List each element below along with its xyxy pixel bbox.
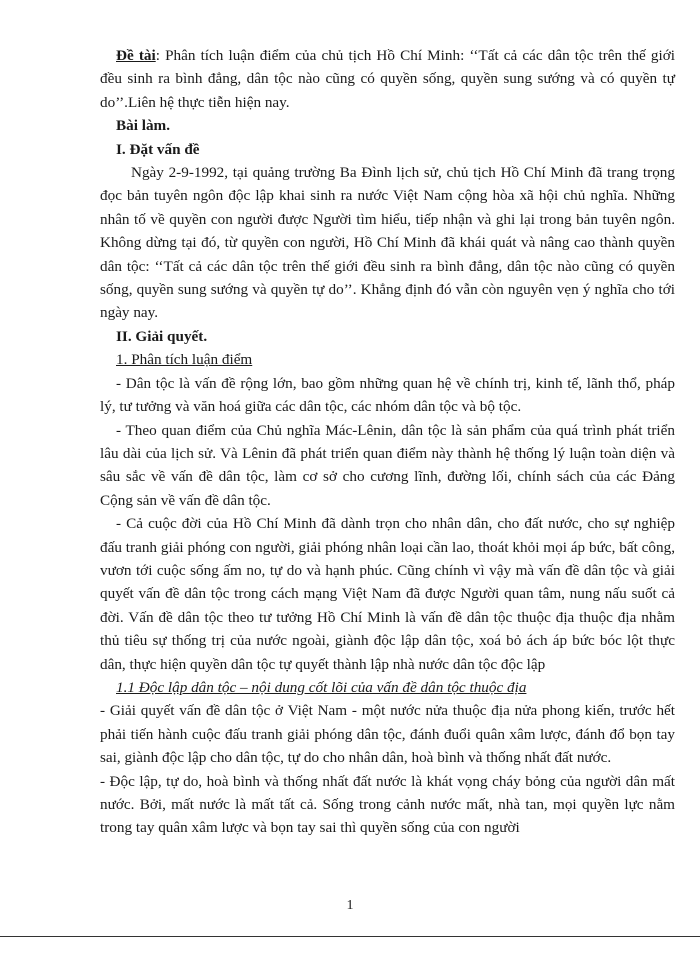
- topic-paragraph: [100, 44, 675, 114]
- paragraph-3: - Cả cuộc đời của Hồ Chí Minh đã dành trọn cho nhân dân, cho đất nước, cho sự nghiệp đấu tranh giải phóng con người, giải phóng nhân loại cần lao, thoát khỏi mọi áp bức, bất công, vươn tới cuộc sống ấm no, tự do và hạnh phúc. Cũng chính vì vậy mà vấn đề dân tộc và giải quyết vấn đề dân tộc trong cách mạng Việt Nam đã được Người quan tâm, nung nấu suốt cả đời. Vấn đề dân tộc theo tư tưởng Hồ Chí Minh là vấn đề dân tộc thuộc địa thuộc địa nhằm thủ tiêu sự thống trị của nước ngoài, giành độc lập dân tộc, xoá bỏ ách áp bức bóc lột thực dân, thực hiện quyền dân tộc tự quyết thành lập nhà nước dân tộc độc lập: [100, 515, 675, 673]
- section2-heading: II. Giải quyết.: [116, 327, 208, 345]
- paragraph-4: - Giải quyết vấn đề dân tộc ở Việt Nam - một nước nửa thuộc địa nửa phong kiến, trước hết phải tiến hành cuộc đấu tranh giải phóng dân tộc, đánh đuổi quân xâm lược, đánh đổ bọn tay sai, giành độc lập cho dân tộc, tự do cho nhân dân, hoà bình và thống nhất đất nước.: [100, 702, 675, 767]
- paragraph-2: - Theo quan điểm của Chủ nghĩa Mác-Lênin, dân tộc là sản phẩm của quá trình phát triển lâu dài của lịch sử. Và Lênin đã phát triển quan điểm này thành hệ thống lý luận toàn diện và sâu sắc về vấn đề dân tộc, làm cơ sở cho cương lĩnh, đường lối, chính sách của các Đảng Cộng sản về vấn đề dân tộc.: [100, 421, 675, 509]
- subsection-1-heading: 1. Phân tích luận điểm: [116, 351, 253, 369]
- section1-paragraph: Ngày 2-9-1992, tại quảng trường Ba Đình lịch sử, chủ tịch Hồ Chí Minh đã trang trọng đọc bản tuyên ngôn độc lập khai sinh ra nước Việt Nam cộng hòa xã hội chủ nghĩa. Những nhân tố về quyền con người được Người tìm hiểu, tiếp nhận và ghi lại trong bản tuyên ngôn. Không dừng tại đó, từ quyền con người, Hồ Chí Minh đã khái quát và nâng cao thành quyền dân tộc: ‘‘Tất cả các dân tộc trên thế giới đều sinh ra bình đẳng, dân tộc nào cũng có quyền sống, quyền sung sướng và quyền tự do’’. Khẳng định đó vẫn còn nguyên vẹn ý nghĩa cho tới ngày nay.: [100, 164, 675, 322]
- section1-heading: I. Đặt vấn đề: [116, 140, 200, 158]
- paragraph-1: - Dân tộc là vấn đề rộng lớn, bao gồm những quan hệ về chính trị, kinh tế, lãnh thổ, pháp lý, tư tưởng và văn hoá giữa các dân tộc, các nhóm dân tộc và bộ tộc.: [100, 374, 675, 416]
- topic-text: : Phân tích luận điểm của chủ tịch Hồ Chí Minh: ‘‘Tất cả các dân tộc trên thế giới đều sinh ra bình đẳng, dân tộc nào cũng có quyền sống, quyền sung sướng và có quyền tự do’’.Liên hệ thực tiễn hiện nay.: [100, 47, 675, 111]
- page-number: 1: [346, 898, 354, 913]
- bai-lam-heading: Bài làm.: [116, 117, 171, 135]
- paragraph-5: - Độc lập, tự do, hoà bình và thống nhất đất nước là khát vọng cháy bỏng của người dân mất nước. Bởi, mất nước là mất tất cả. Sống trong cảnh nước mất, nhà tan, mọi quyền lực nằm trong tay quân xâm lược và bọn tay sai thì quyền sống của con người: [100, 772, 675, 837]
- document-body: [100, 44, 675, 840]
- footer-divider: [0, 936, 700, 937]
- topic-label: Đề tài: [116, 47, 156, 64]
- subsection-1-1-heading: 1.1 Độc lập dân tộc – nội dung cốt lõi của vấn đề dân tộc thuộc địa: [116, 678, 527, 696]
